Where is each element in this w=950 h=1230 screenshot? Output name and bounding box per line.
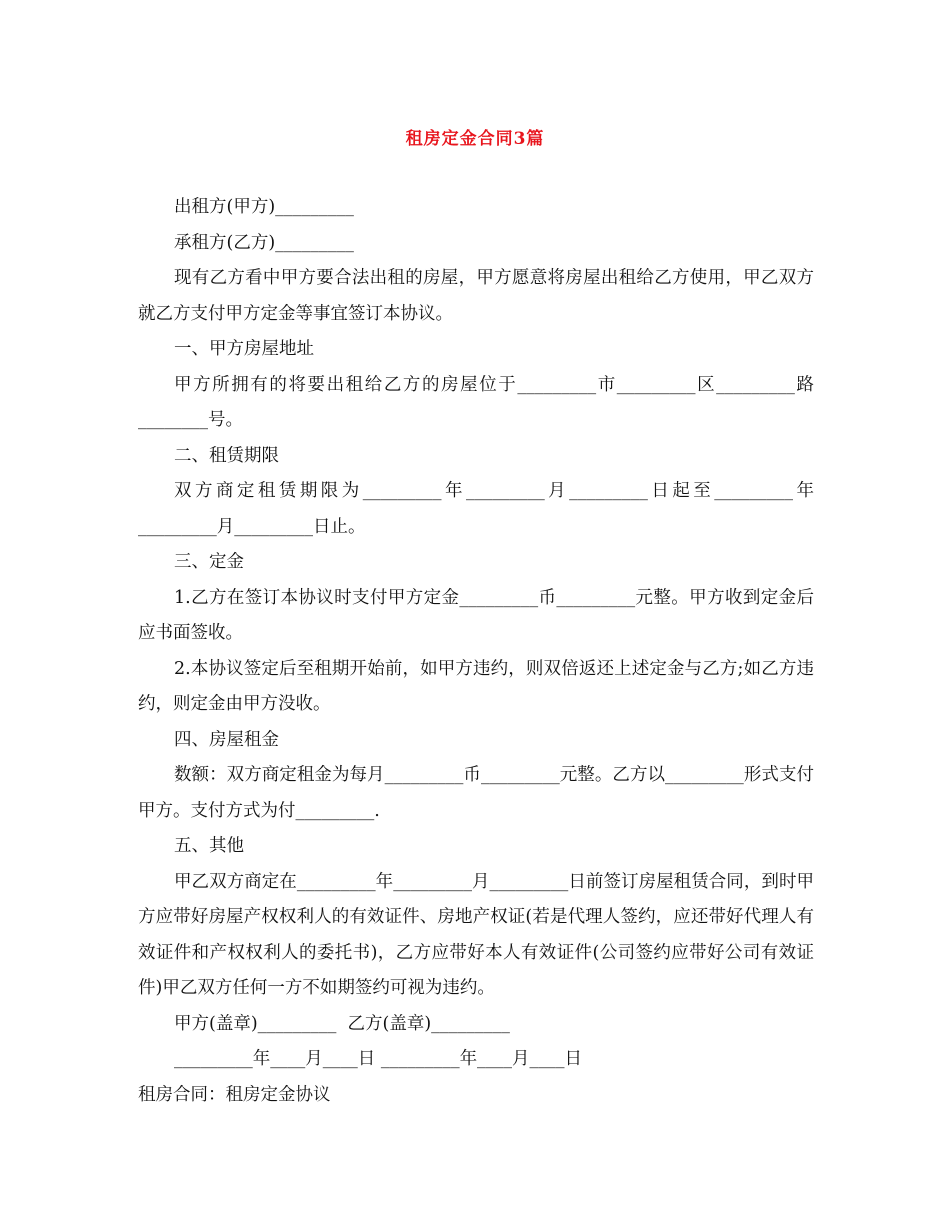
seal-line: 甲方(盖章)_________ 乙方(盖章)_________ bbox=[174, 1013, 510, 1034]
section-heading-deposit: 三、定金 bbox=[174, 552, 244, 572]
footer-line: 租房合同：租房定金协议 bbox=[138, 1084, 331, 1105]
deposit-clause-2: 2.本协议签定后至租期开始前，如甲方违约，则双倍返还上述定金与乙方;如乙方违约，则定金由甲方没收。 bbox=[138, 658, 814, 714]
section-heading-term: 二、租赁期限 bbox=[174, 445, 279, 466]
document-title: 租房定金合同3篇 bbox=[405, 129, 545, 149]
section-heading-rent: 四、房屋租金 bbox=[174, 729, 279, 750]
other-paragraph: 甲乙双方商定在_________年_________月_________日前签订房屋租赁合同，到时甲方应带好房屋产权权利人的有效证件、房地产权证(若是代理人签约，应还带好代理人有效证件和产权权利人的委托书)，乙方应带好本人有效证件(公司签约应带好公司有效证件)甲乙双方任何一方不如期签约可视为违约。 bbox=[138, 871, 814, 998]
section-heading-other: 五、其他 bbox=[174, 836, 244, 856]
term-paragraph: 双方商定租赁期限为_________年_________月_________日起至_________年_________月_________日止。 bbox=[138, 481, 814, 537]
document-body bbox=[138, 190, 814, 1113]
date-line: _________年____月____日 _________年____月____日 bbox=[174, 1049, 583, 1069]
intro-paragraph: 现有乙方看中甲方要合法出租的房屋，甲方愿意将房屋出租给乙方使用，甲乙双方就乙方支付甲方定金等事宜签订本协议。 bbox=[138, 268, 814, 324]
lessee-line: 承租方(乙方)_________ bbox=[174, 232, 354, 253]
lessor-line: 出租方(甲方)_________ bbox=[174, 197, 354, 217]
rent-paragraph: 数额：双方商定租金为每月_________币_________元整。乙方以_________形式支付甲方。支付方式为付_________. bbox=[138, 765, 814, 821]
deposit-clause-1: 1.乙方在签订本协议时支付甲方定金_________币_________元整。甲方收到定金后应书面签收。 bbox=[138, 587, 814, 643]
address-paragraph: 甲方所拥有的将要出租给乙方的房屋位于_________市_________区_________路________号。 bbox=[138, 374, 814, 430]
section-heading-address: 一、甲方房屋地址 bbox=[174, 339, 314, 359]
